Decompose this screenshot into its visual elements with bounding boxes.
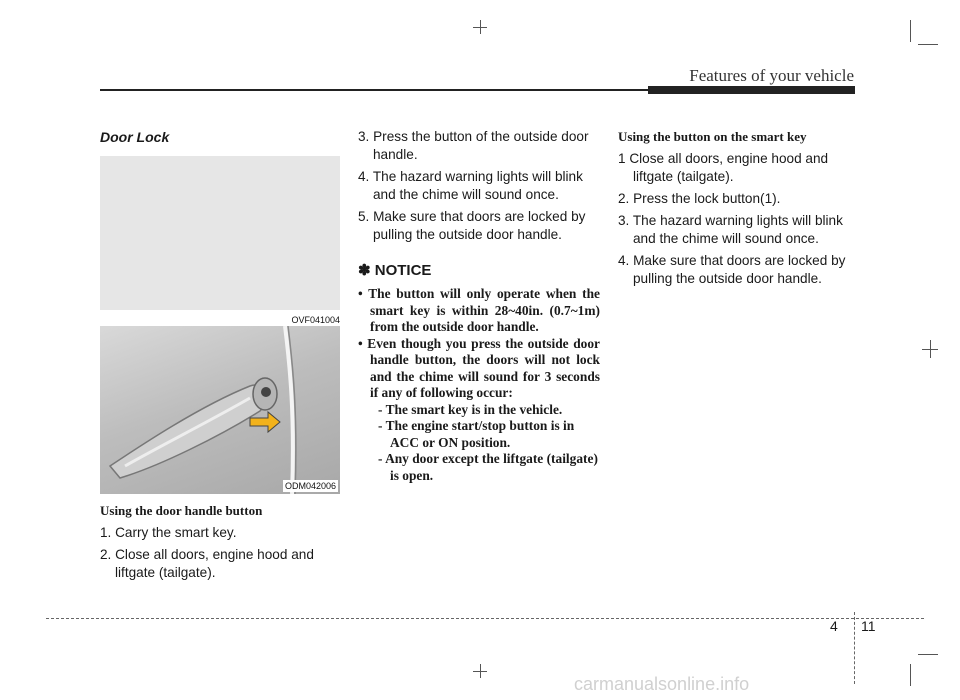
step-item: 1. Carry the smart key.: [100, 525, 237, 540]
footer-divider: [854, 612, 855, 684]
page-header-title: Features of your vehicle: [689, 66, 854, 85]
section-number: 4: [830, 618, 838, 634]
crop-mark: [910, 20, 911, 42]
middle-column: [358, 128, 600, 484]
left-column: [100, 128, 340, 586]
handle-button-heading: Using the door handle button: [100, 503, 263, 518]
right-column: [618, 128, 856, 292]
crop-mark: [918, 44, 938, 45]
header-rule: [100, 89, 648, 91]
step-item: 2. Press the lock button(1).: [618, 191, 781, 206]
crop-mark: [922, 349, 938, 350]
section-title: Door Lock: [100, 129, 170, 145]
smart-key-heading: Using the button on the smart key: [618, 129, 807, 144]
figure-code-bottom: ODM042006: [284, 481, 336, 491]
door-lock-figure: [100, 156, 340, 494]
door-handle-illustration: [100, 326, 340, 494]
notice-bullet: • The button will only operate when the smart key is within 28~40in. (0.7~1m) from the outside door handle.: [358, 286, 600, 334]
watermark: carmanualsonline.info: [574, 674, 750, 694]
notice-sub-item: - The smart key is in the vehicle.: [378, 401, 563, 417]
footer-rule: [46, 618, 924, 619]
step-item: 3. Press the button of the outside door handle.: [358, 129, 589, 162]
crop-mark: [473, 671, 487, 672]
step-item: 5. Make sure that doors are locked by pulling the outside door handle.: [358, 209, 586, 242]
door-handle-photo: [100, 326, 340, 494]
crop-mark: [910, 664, 911, 686]
step-item: 2. Close all doors, engine hood and liftgate (tailgate).: [100, 547, 314, 580]
notice-title: ✽ NOTICE: [358, 262, 432, 279]
crop-mark: [473, 27, 487, 28]
figure-code-top: OVF041004: [291, 315, 340, 325]
notice-bullet: • Even though you press the outside door handle button, the doors will not lock and the chime will sound for 3 seconds if any of following occur:: [358, 335, 600, 400]
notice-sub-item: - The engine start/stop button is in ACC or ON position.: [378, 418, 575, 450]
step-item: 1 Close all doors, engine hood and liftgate (tailgate).: [618, 151, 829, 184]
step-item: 3. The hazard warning lights will blink and the chime will sound once.: [618, 213, 843, 246]
step-item: 4. Make sure that doors are locked by pulling the outside door handle.: [618, 253, 846, 286]
notice-sub-item: - Any door except the liftgate (tailgate) is open.: [378, 451, 598, 483]
figure-placeholder-top: [100, 156, 340, 310]
page-number: 11: [861, 618, 876, 634]
header-bar: [648, 86, 855, 94]
crop-mark: [918, 654, 938, 655]
step-item: 4. The hazard warning lights will blink and the chime will sound once.: [358, 169, 583, 202]
